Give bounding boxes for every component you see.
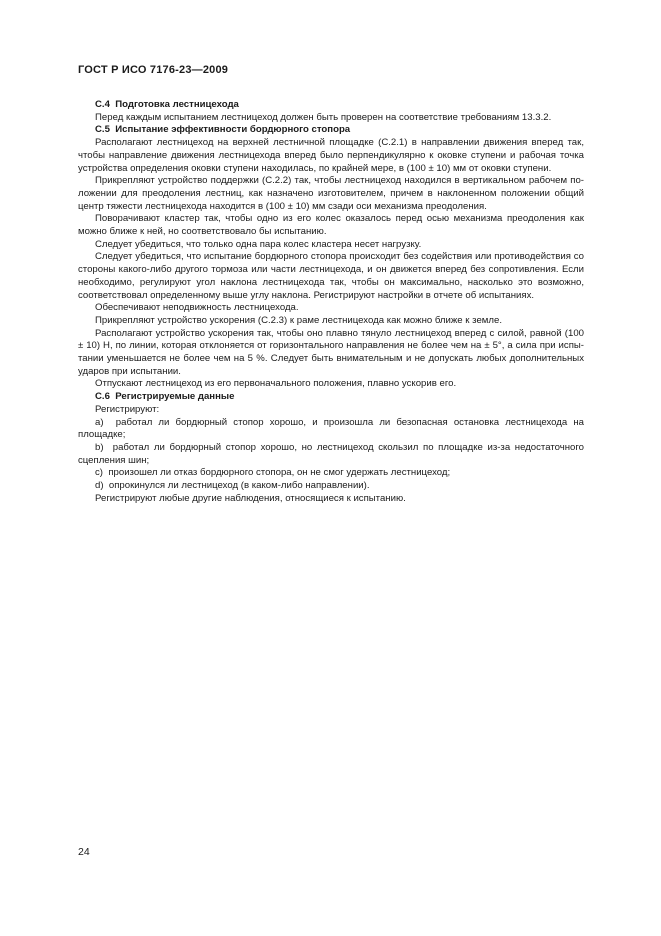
paragraph: Регистрируют любые другие наблюдения, относящиеся к испытанию. [95,492,406,504]
paragraph: Перед каждым испытанием лестницеход должен быть проверен на соответствие требованиям 13.3.2. [95,111,552,123]
list-item-d: d) опрокинулся ли лестницеход (в каком-либо направлении). [95,480,370,492]
section-heading-c5: C.5 Испытание эффективности бордюрного стопора [95,124,351,136]
paragraph: Прикрепляют устройство поддержки (C.2.2) так, чтобы лестницеход находился в вертикальном рабочем положении для преодоления лестниц, как назначено изготовителем, причем в наклоненном положении общий центр тяжести лестницехода находится в (100 ± 10) мм сзади оси механизма преодоления. [78,175,584,212]
paragraph: Прикрепляют устройство ускорения (C.2.3) к раме лестницехода как можно ближе к земле. [95,314,502,326]
page-number: 24 [78,846,90,858]
list-item-c: c) произошел ли отказ бордюрного стопора, он не смог удержать лестницеход; [95,467,451,479]
section-heading-c4: C.4 Подготовка лестницехода [95,99,239,110]
list-item-a: a) работал ли бордюрный стопор хорошо, и произошла ли безопасная остановка лестницехода на площадке; [78,416,584,441]
section-heading-c6: C.6 Регистрируемые данные [95,391,235,403]
document-body [78,99,584,506]
paragraph: Располагают устройство ускорения так, чтобы оно плавно тянуло лестницеход вперед с силой, равной (100 ± 10) Н, по линии, которая отклоняется от горизонтального направления не более чем на ± 5°, а сила при испытании уменьшается не более чем на 5 %. Следует быть внимательным и не допускать любых дополнительных ударов при испытании. [78,327,584,377]
paragraph: Следует убедиться, что испытание бордюрного стопора происходит без содействия или противодействия со стороны какого-либо другого тормоза или части лестницехода, и он движется вперед без сопротивления. Если необходимо, регулируют угол наклона лестницехода так, чтобы он максимально, насколько это возможно, соответствовал определенному выше углу наклона. Регистрируют настройки в отчете об испытаниях. [78,251,584,301]
paragraph: Поворачивают кластер так, чтобы одно из его колес оказалось перед осью механизма преодоления как можно ближе к ней, но соответствовало бы испытанию. [78,213,584,238]
paragraph: Обеспечивают неподвижность лестницехода. [95,302,299,314]
paragraph: Следует убедиться, что только одна пара колес кластера несет нагрузку. [95,238,422,250]
list-item-b: b) работал ли бордюрный стопор хорошо, но лестницеход скользил по площадке из-за недостаточного сцепления шин; [78,441,584,466]
paragraph: Отпускают лестницеход из его первоначального положения, плавно ускорив его. [95,378,457,390]
paragraph: Располагают лестницеход на верхней лестничной площадке (C.2.1) в направлении движения вперед так, чтобы направление движения лестницехода вперед было перпендикулярно к оковке ступени и рабочая точка устройства определения оковки ступени находилась, по крайней мере, в (100 ± 10) мм от оковки ступени. [78,137,584,174]
running-header-standard-number: ГОСТ Р ИСО 7176-23—2009 [78,64,229,76]
paragraph: Регистрируют: [95,403,160,415]
